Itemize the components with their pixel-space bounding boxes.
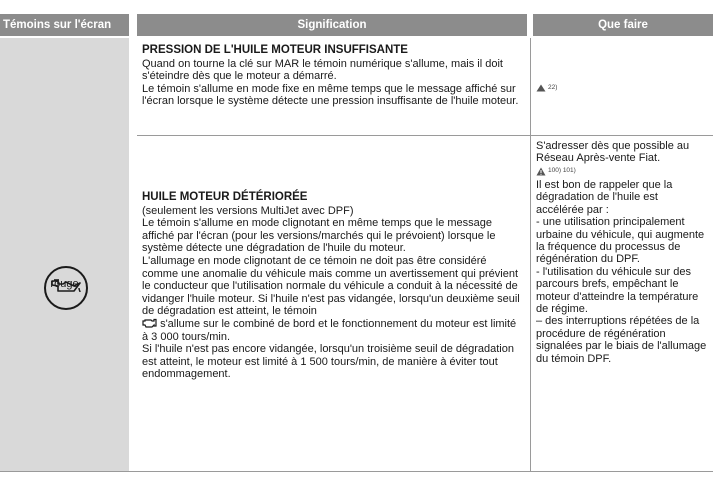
row1-action — [536, 82, 706, 96]
row2-item3: – des interruptions répétées de la procédure de régénération signalées par le biais de l'allumage du témoin DPF. — [536, 315, 707, 365]
engine-icon — [142, 318, 157, 328]
indicator-color-label: rouge — [50, 278, 79, 290]
row2-item2: - l'utilisation du véhicule sur des parcours brefs, empêchant le moteur d'atteindre la température de régime. — [536, 265, 699, 315]
header-meaning: Signification — [137, 14, 527, 36]
row2-action1: S'adresser dès que possible au Réseau Après-vente Fiat. — [536, 140, 690, 165]
row1-meaning — [142, 44, 522, 108]
row2-meaning — [142, 191, 524, 381]
header-action: Que faire — [533, 14, 713, 36]
row-divider — [137, 135, 713, 136]
caution-triangle-icon — [536, 167, 546, 176]
row2-action2: Il est bon de rappeler que la dégradation de l'huile est accélérée par : — [536, 178, 673, 216]
row1-paragraph2: Le témoin s'allume en mode fixe en même temps que le message affiché sur l'écran lorsque le système détecte une pression insuffisante de l'huile moteur. — [142, 82, 519, 108]
row1-title: PRESSION DE L'HUILE MOTEUR INSUFFISANTE — [142, 44, 408, 56]
row2-title: HUILE MOTEUR DÉTÉRIORÉE — [142, 191, 308, 203]
table-bottom-border — [0, 471, 713, 472]
header-indicators: Témoins sur l'écran — [0, 14, 129, 36]
row2-item1: - une utilisation principalement urbaine du véhicule, qui augmente la fréquence du processus de régénération du DPF. — [536, 216, 705, 266]
row2-paragraph1: Le témoin s'allume en mode clignotant en même temps que le message affiché par l'écran (pour les versions/marchés qui le prévoient) lorsque le système détecte une dégradation de l'huile du moteur. — [142, 217, 496, 255]
row2-paragraph2a: L'allumage en mode clignotant de ce témoin ne doit pas être considéré comme une anomalie du véhicule mais comme un avertissement qui prévient le conducteur que l'utilisation normale du véhicule a conduit à la nécessité de vidanger l'huile moteur. Si l'huile n'est pas vidangée, lorsqu'un deuxième seuil de dégradation est atteint, le témoin — [142, 254, 520, 318]
row2-paragraph3: Si l'huile n'est pas encore vidangée, lorsqu'un troisième seuil de dégradation est atteint, le moteur est limité à 1 500 tours/min, de manière à éviter tout endommagement. — [142, 343, 514, 381]
row2-paragraph2b: s'allume sur le combiné de bord et le fonctionnement du moteur est limité à 3 000 tours/min. — [142, 317, 517, 343]
indicator-column — [0, 38, 129, 471]
row2-action — [536, 140, 708, 365]
caution-triangle-icon — [536, 84, 546, 92]
column-divider — [530, 38, 531, 471]
row1-ref-text: 22) — [548, 84, 558, 91]
row2-subtitle: (seulement les versions MultiJet avec DPF) — [142, 204, 354, 217]
row2-warning-ref — [536, 165, 576, 177]
row1-warning-ref — [536, 82, 557, 95]
row2-ref-text: 100) 101) — [548, 166, 576, 174]
row1-paragraph1: Quand on tourne la clé sur MAR le témoin numérique s'allume, mais il doit s'éteindre dès que le moteur a démarré. — [142, 57, 503, 83]
